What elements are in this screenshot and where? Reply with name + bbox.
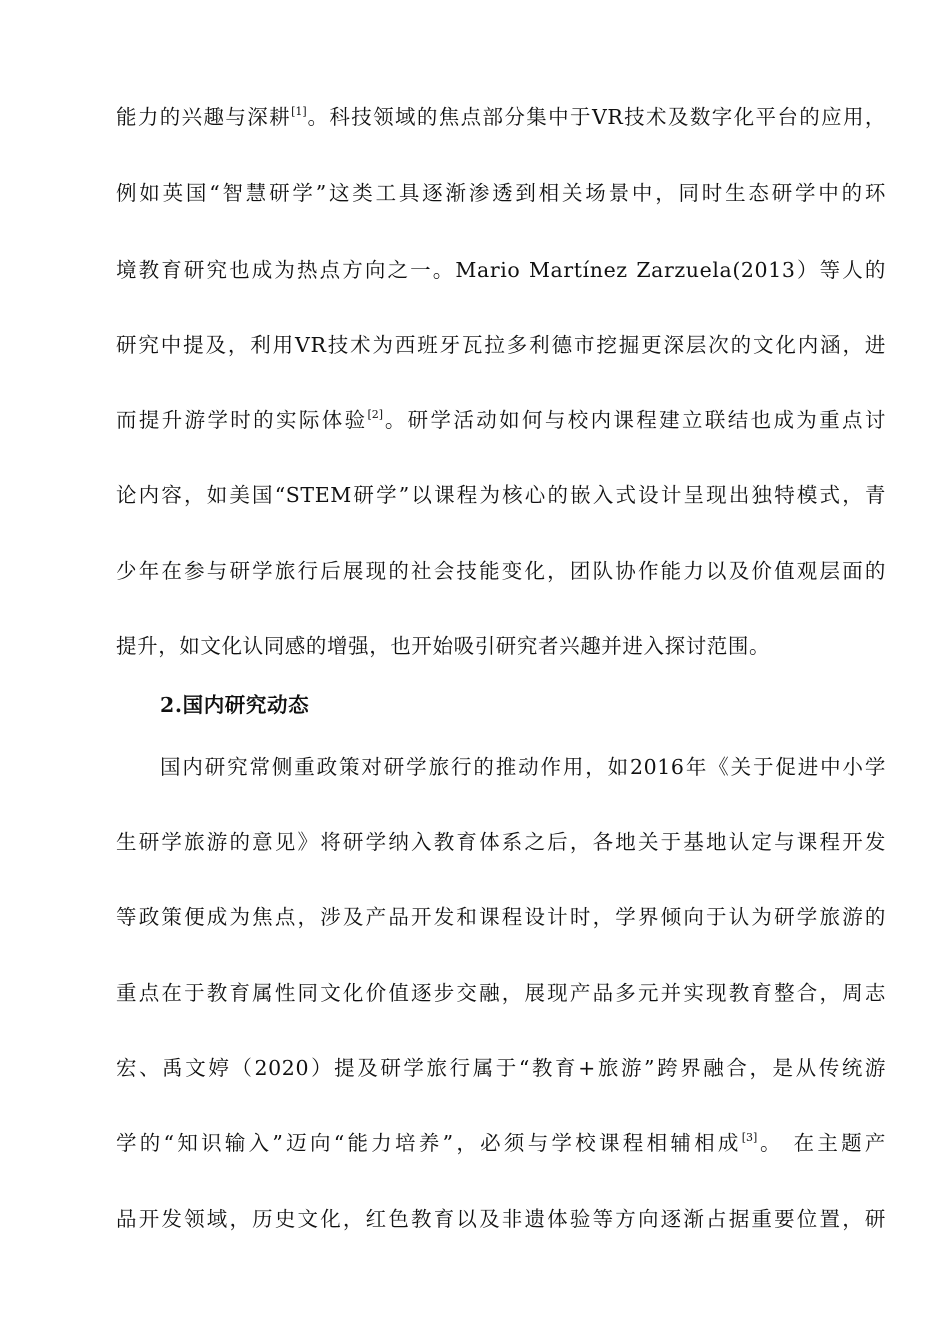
paragraph-2-line-4: 重点在于教育属性同文化价值逐步交融，展现产品多元并实现教育整合，周志 (116, 981, 886, 1005)
paragraph-1-line-4: 研究中提及，利用VR技术为西班牙瓦拉多利德市挖掘更深层次的文化内涵，进 (116, 333, 886, 357)
paragraph-1-line-2: 例如英国“智慧研学”这类工具逐渐渗透到相关场景中，同时生态研学中的环 (116, 181, 886, 205)
paragraph-2-line-1: 国内研究常侧重政策对研学旅行的推动作用，如2016年《关于促进中小学 (160, 755, 886, 779)
paragraph-1-line-3: 境教育研究也成为热点方向之一。Mario Martínez Zarzuela(2013）等人的 (116, 258, 886, 282)
paragraph-2-line-5: 宏、禹文婷（2020）提及研学旅行属于“教育+旅游”跨界融合，是从传统游 (116, 1056, 886, 1080)
text-segment: 能力的兴趣与深耕 (116, 105, 292, 129)
text-segment: 。科技领域的焦点部分集中于VR技术及数字化平台的应用， (306, 105, 886, 129)
citation-ref-1: [1] (291, 105, 307, 118)
citation-ref-3: [3] (741, 1131, 758, 1144)
paragraph-2-line-7: 品开发领域，历史文化，红色教育以及非遗体验等方向逐渐占据重要位置，研 (116, 1207, 886, 1231)
citation-ref-2: [2] (367, 408, 384, 421)
text-segment: 而提升游学时的实际体验 (116, 408, 368, 432)
text-segment: 。研学活动如何与校内课程建立联结也成为重点讨 (383, 408, 886, 432)
paragraph-1-line-6: 论内容，如美国“STEM研学”以课程为核心的嵌入式设计呈现出独特模式，青 (116, 483, 886, 507)
paragraph-2-line-6 (116, 1128, 886, 1158)
paragraph-1-line-1 (116, 102, 886, 132)
text-segment: 学的“知识输入”迈向“能力培养”，必须与学校课程相辅相成 (116, 1131, 742, 1155)
section-heading: 2.国内研究动态 (160, 693, 310, 717)
paragraph-2-line-3: 等政策便成为焦点，涉及产品开发和课程设计时，学界倾向于认为研学旅游的 (116, 905, 886, 929)
paragraph-1-line-5 (116, 405, 886, 435)
paragraph-2-line-2: 生研学旅游的意见》将研学纳入教育体系之后，各地关于基地认定与课程开发 (116, 830, 886, 854)
paragraph-1-line-7: 少年在参与研学旅行后展现的社会技能变化，团队协作能力以及价值观层面的 (116, 559, 886, 583)
paragraph-1-line-8: 提升，如文化认同感的增强，也开始吸引研究者兴趣并进入探讨范围。 (116, 634, 771, 658)
text-segment: 。 在主题产 (757, 1131, 886, 1155)
